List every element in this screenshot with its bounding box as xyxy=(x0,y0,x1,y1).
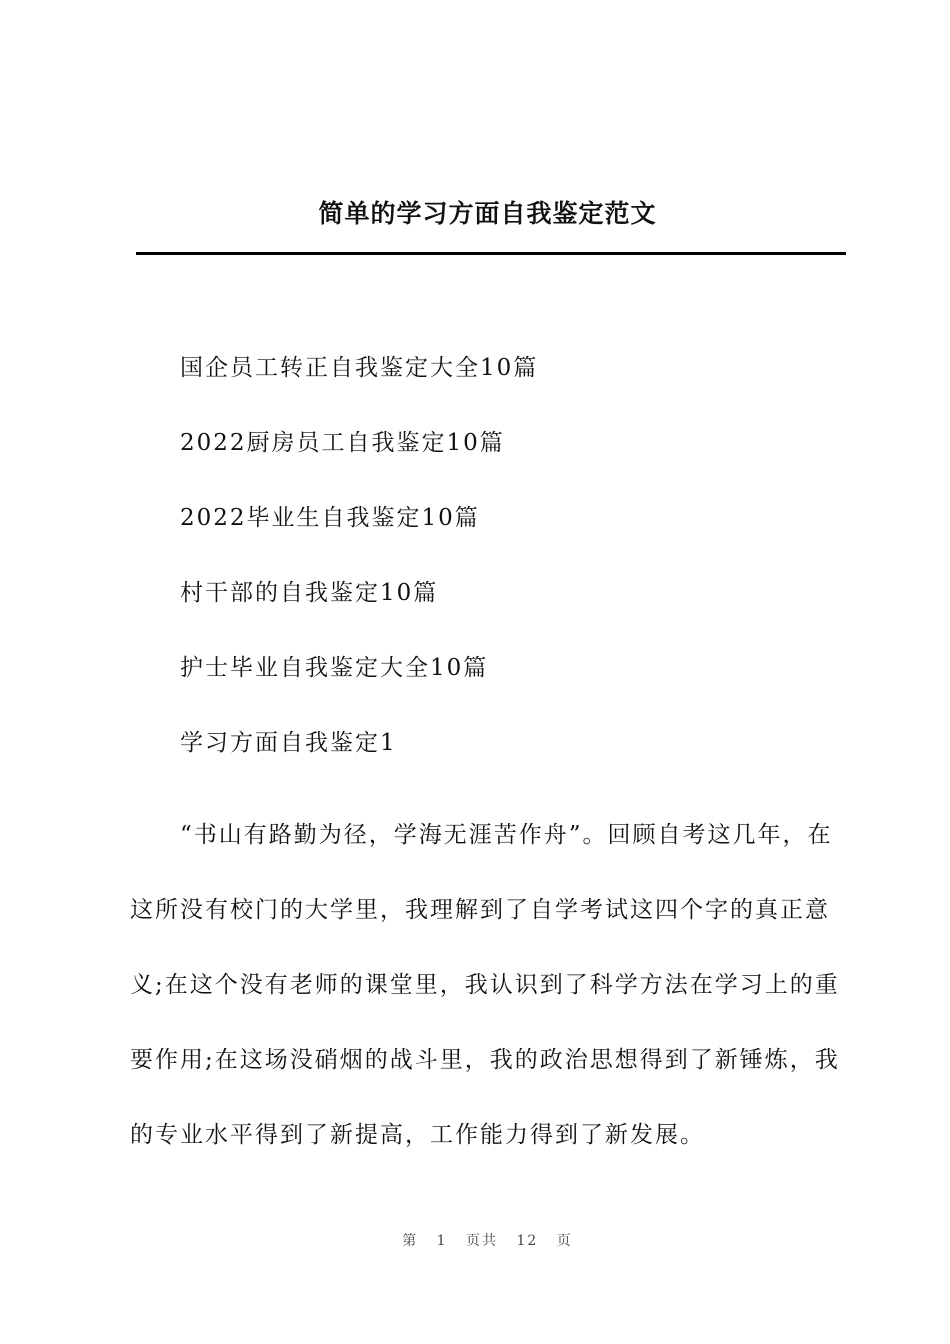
list-item: 2022毕业生自我鉴定10篇 xyxy=(180,505,480,531)
list-item: 国企员工转正自我鉴定大全10篇 xyxy=(180,355,539,381)
footer-prefix: 第 xyxy=(402,1233,419,1249)
total-page-count: 12 xyxy=(516,1233,539,1249)
page-title: 简单的学习方面自我鉴定范文 xyxy=(318,199,657,228)
title-divider xyxy=(136,252,846,255)
current-page-number: 1 xyxy=(436,1233,448,1249)
page-footer xyxy=(0,1230,950,1250)
body-paragraph: “书山有路勤为径，学海无涯苦作舟”。回顾自考这几年，在这所没有校门的大学里，我理解到了自学考试这四个字的真正意义;在这个没有老师的课堂里，我认识到了科学方法在学习上的重要作用;在这场没硝烟的战斗里，我的政治思想得到了新锤炼，我的专业水平得到了新提高，工作能力得到了新发展。 xyxy=(130,822,840,1148)
list-item: 村干部的自我鉴定10篇 xyxy=(180,580,439,606)
footer-middle: 页共 xyxy=(466,1233,499,1249)
footer-suffix: 页 xyxy=(556,1233,573,1249)
section-heading: 学习方面自我鉴定1 xyxy=(180,730,397,756)
list-item: 护士毕业自我鉴定大全10篇 xyxy=(180,655,489,681)
related-articles-list xyxy=(180,348,538,798)
list-item: 2022厨房员工自我鉴定10篇 xyxy=(180,430,505,456)
